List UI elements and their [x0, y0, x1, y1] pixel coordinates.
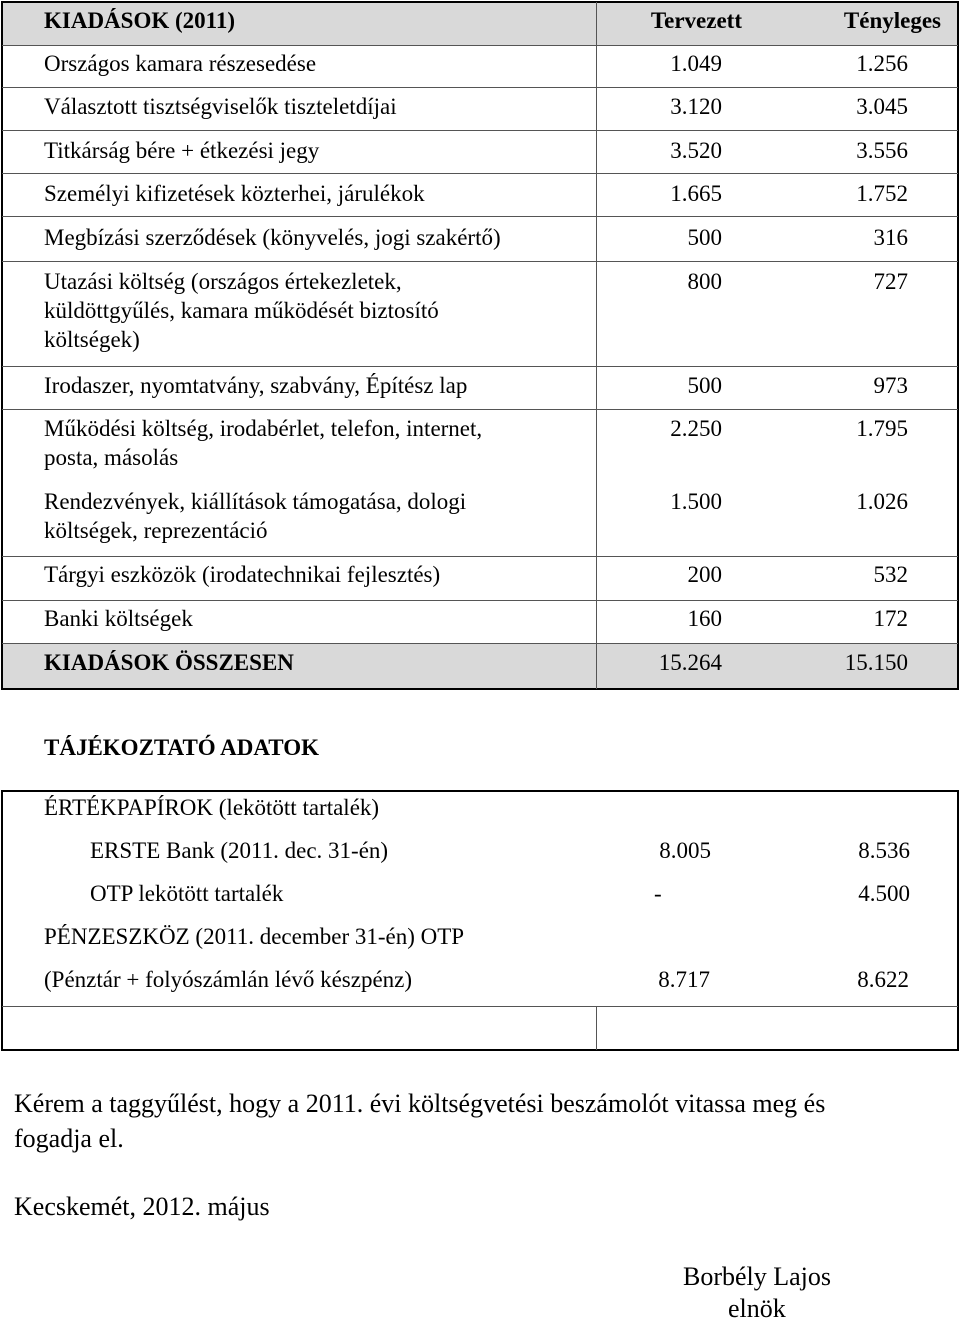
erste-planned: 8.005 — [659, 838, 711, 863]
row-label: küldöttgyűlés, kamara működését biztosító — [44, 298, 439, 323]
row-actual: 1.026 — [856, 489, 908, 514]
expenses-title: KIADÁSOK (2011) — [44, 8, 236, 33]
row-divider — [2, 409, 958, 410]
total-label: KIADÁSOK ÖSSZESEN — [44, 650, 294, 675]
info-title: TÁJÉKOZTATÓ ADATOK — [44, 735, 319, 760]
row-label: Tárgyi eszközök (irodatechnikai fejlesztés) — [44, 562, 441, 587]
place-date: Kecskemét, 2012. május — [14, 1192, 270, 1221]
row-planned: 200 — [687, 562, 722, 587]
row-planned: 160 — [687, 606, 722, 631]
signatory-name: Borbély Lajos — [683, 1262, 832, 1291]
otp-label: OTP lekötött tartalék — [90, 881, 284, 906]
cash-label: (Pénztár + folyószámlán lévő készpénz) — [44, 967, 413, 992]
row-actual: 172 — [873, 606, 908, 631]
row-planned: 3.520 — [670, 138, 722, 163]
info-row-divider — [2, 1006, 958, 1007]
row-label: Működési költség, irodabérlet, telefon, internet, — [44, 416, 483, 441]
row-divider — [2, 600, 958, 601]
row-label: Országos kamara részesedése — [44, 51, 317, 76]
row-label: Rendezvények, kiállítások támogatása, dologi — [44, 489, 467, 514]
row-divider — [2, 45, 958, 46]
row-divider — [2, 366, 958, 367]
row-actual: 3.556 — [856, 138, 908, 163]
erste-actual: 8.536 — [858, 838, 910, 863]
cash-title: PÉNZESZKÖZ (2011. december 31-én) OTP — [44, 924, 465, 949]
info-table-frame — [1, 790, 959, 1051]
row-divider — [2, 556, 958, 557]
row-actual: 1.752 — [856, 181, 908, 206]
header-planned: Tervezett — [650, 8, 742, 33]
row-divider — [2, 173, 958, 174]
row-label: költségek, reprezentáció — [44, 518, 268, 543]
signatory-role: elnök — [728, 1294, 786, 1323]
row-planned: 1.665 — [670, 181, 722, 206]
total-planned: 15.264 — [658, 650, 722, 675]
row-planned: 500 — [687, 373, 722, 398]
row-label: Személyi kifizetések közterhei, járulékok — [44, 181, 425, 206]
row-actual: 1.795 — [856, 416, 908, 441]
row-divider — [2, 261, 958, 262]
row-planned: 800 — [687, 269, 722, 294]
cash-planned: 8.717 — [658, 967, 710, 992]
total-actual: 15.150 — [844, 650, 908, 675]
row-divider — [2, 643, 958, 644]
row-divider — [2, 130, 958, 131]
row-label: Titkárság bére + étkezési jegy — [44, 138, 320, 163]
otp-planned: - — [654, 881, 662, 906]
row-label: posta, másolás — [44, 445, 179, 470]
row-label: Utazási költség (országos értekezletek, — [44, 269, 402, 294]
row-divider — [2, 216, 958, 217]
row-planned: 3.120 — [670, 94, 722, 119]
row-label: költségek) — [44, 327, 140, 352]
row-actual: 3.045 — [856, 94, 908, 119]
column-divider — [596, 2, 597, 689]
row-actual: 1.256 — [856, 51, 908, 76]
cash-actual: 8.622 — [857, 967, 909, 992]
row-label: Banki költségek — [44, 606, 193, 631]
row-actual: 316 — [873, 225, 908, 250]
row-divider — [2, 87, 958, 88]
row-planned: 2.250 — [670, 416, 722, 441]
request-text-line1: Kérem a taggyűlést, hogy a 2011. évi költségvetési beszámolót vitassa meg és — [14, 1089, 826, 1118]
row-actual: 973 — [873, 373, 908, 398]
erste-label: ERSTE Bank (2011. dec. 31-én) — [90, 838, 389, 863]
securities-title: ÉRTÉKPAPÍROK (lekötött tartalék) — [44, 795, 380, 820]
request-text-line2: fogadja el. — [14, 1124, 124, 1153]
info-column-divider — [596, 1006, 597, 1050]
header-actual: Tényleges — [843, 8, 941, 33]
row-label: Megbízási szerződések (könyvelés, jogi szakértő) — [44, 225, 501, 250]
row-actual: 727 — [873, 269, 908, 294]
row-planned: 500 — [687, 225, 722, 250]
row-planned: 1.049 — [670, 51, 722, 76]
row-label: Választott tisztségviselők tiszteletdíjai — [44, 94, 397, 119]
otp-actual: 4.500 — [858, 881, 910, 906]
row-planned: 1.500 — [670, 489, 722, 514]
row-actual: 532 — [873, 562, 908, 587]
row-label: Irodaszer, nyomtatvány, szabvány, Építész lap — [44, 373, 468, 398]
